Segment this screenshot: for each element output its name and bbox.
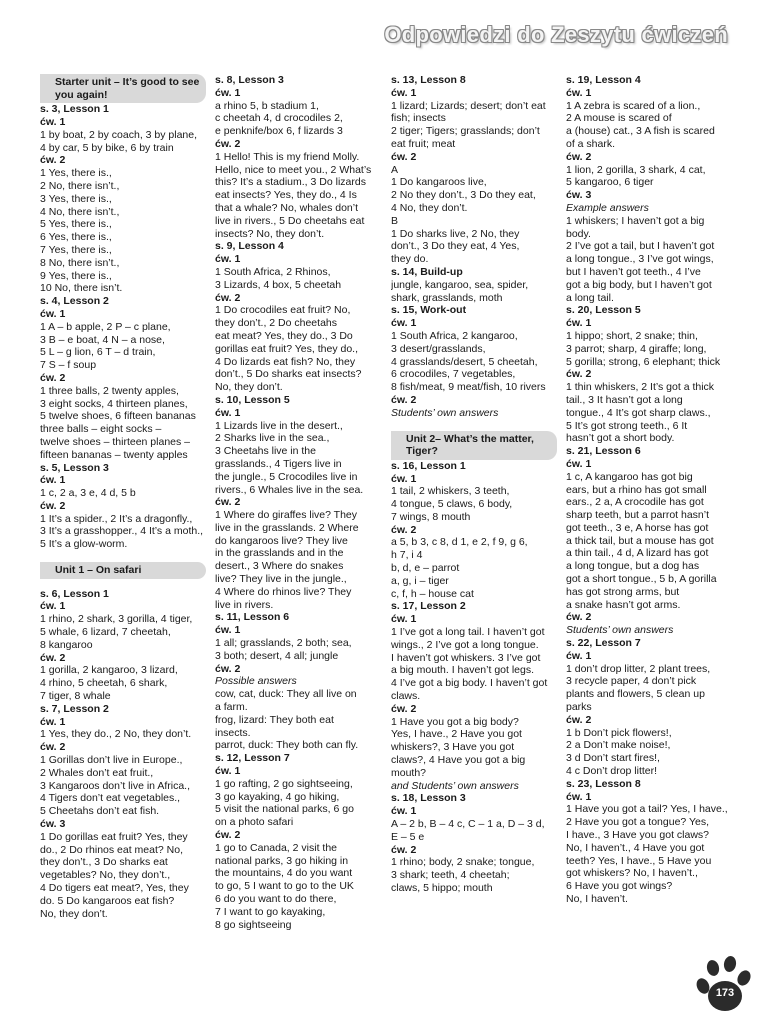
answer-line: 1 Do crocodiles eat fruit? No, bbox=[215, 304, 351, 317]
section-heading: ćw. 1 bbox=[40, 474, 66, 487]
answer-line: 1 three balls, 2 twenty apples, bbox=[40, 384, 179, 397]
unit-heading: Unit 2– What’s the matter, Tiger? bbox=[391, 431, 557, 460]
answer-line: on a photo safari bbox=[215, 816, 294, 829]
answer-line: live in the grasslands. 2 Where bbox=[215, 521, 359, 534]
answer-line: 1 Do sharks live, 2 No, they bbox=[391, 227, 520, 240]
answer-line: that a whale? No, whales don’t bbox=[215, 201, 359, 214]
answer-line: gorillas eat fruit? Yes, they do., bbox=[215, 342, 359, 355]
section-heading: ćw. 1 bbox=[391, 86, 417, 99]
section-heading: s. 9, Lesson 4 bbox=[215, 240, 284, 253]
section-heading: ćw. 1 bbox=[391, 317, 417, 330]
answer-line: 4 c Don’t drop litter! bbox=[566, 765, 658, 778]
answer-line: 1 Where do giraffes live? They bbox=[215, 509, 358, 522]
answer-line: 2 A mouse is scared of bbox=[566, 112, 672, 125]
answer-line: B bbox=[391, 214, 399, 227]
answer-line: 7 I want to go kayaking, bbox=[215, 905, 326, 918]
answer-line: 1 all; grasslands, 2 both; sea, bbox=[215, 637, 352, 650]
section-heading: s. 12, Lesson 7 bbox=[215, 752, 290, 765]
answer-line: 1 A – b apple, 2 P – c plane, bbox=[40, 320, 171, 333]
answer-line: frog, lizard: They both eat bbox=[215, 713, 334, 726]
answer-line: 1 rhino; body, 2 snake; tongue, bbox=[391, 856, 535, 869]
answer-line: 3 d Don’t start fires!, bbox=[566, 752, 660, 765]
answer-line: 1 Hello! This is my friend Molly. bbox=[215, 150, 360, 163]
answer-line: desert., 3 Where do snakes bbox=[215, 560, 344, 573]
answer-line: 1 c, 2 a, 3 e, 4 d, 5 b bbox=[40, 487, 136, 500]
answer-line: 2 Sharks live in the sea., bbox=[215, 432, 330, 445]
section-heading: ćw. 2 bbox=[566, 713, 592, 726]
answer-line: 1 by boat, 2 by coach, 3 by plane, bbox=[40, 128, 198, 141]
answer-line: they don’t., 3 Do sharks eat bbox=[40, 856, 168, 869]
answer-line: 4 Where do rhinos live? They bbox=[215, 585, 352, 598]
section-heading: s. 8, Lesson 3 bbox=[215, 74, 284, 86]
answer-line: parks bbox=[566, 701, 592, 714]
section-heading: s. 13, Lesson 8 bbox=[391, 74, 466, 86]
answer-line: 5 whale, 6 lizard, 7 cheetah, bbox=[40, 626, 171, 639]
answer-line: insects? No, they don’t. bbox=[215, 227, 325, 240]
answer-line: 1 Have you got a big body? bbox=[391, 715, 519, 728]
answer-line: national parks, 3 go hiking in bbox=[215, 854, 349, 867]
answer-line: plants and flowers, 5 clean up bbox=[566, 688, 705, 701]
answer-note: Students’ own answers bbox=[566, 624, 674, 637]
section-heading: ćw. 1 bbox=[215, 406, 241, 419]
answer-line: 1 c, A kangaroo has got big bbox=[566, 470, 693, 483]
section-heading: s. 21, Lesson 6 bbox=[566, 445, 641, 458]
answer-line: e penknife/box 6, f lizards 3 bbox=[215, 125, 343, 138]
answer-line: to go, 5 I want to go to the UK bbox=[215, 880, 354, 893]
answer-line: hasn’t got a short body. bbox=[566, 432, 675, 445]
answer-line: 4 grasslands/desert, 5 cheetah, bbox=[391, 355, 538, 368]
answer-line: live? They live in the jungle., bbox=[215, 573, 347, 586]
answer-line: 1 hippo; short, 2 snake; thin, bbox=[566, 329, 698, 342]
section-heading: ćw. 1 bbox=[215, 86, 241, 99]
section-heading: ćw. 2 bbox=[215, 662, 241, 675]
answer-line: I have., 3 Have you got claws? bbox=[566, 829, 709, 842]
section-heading: ćw. 2 bbox=[391, 523, 417, 536]
answer-line: a snake hasn’t got arms. bbox=[566, 598, 681, 611]
answer-line: 1 lion, 2 gorilla, 3 shark, 4 cat, bbox=[566, 163, 706, 176]
answer-line: c cheetah 4, d crocodiles 2, bbox=[215, 112, 343, 125]
answer-line: a big mouth. I haven’t got legs. bbox=[391, 664, 535, 677]
answer-line: Hello, nice to meet you., 2 What’s bbox=[215, 163, 372, 176]
answer-line: 1 Yes, there is., bbox=[40, 167, 112, 180]
answer-line: tail., 3 It hasn’t got a long bbox=[566, 393, 683, 406]
answer-line: rivers., 6 Whales live in the sea. bbox=[215, 483, 364, 496]
answer-line: live in rivers., 5 Do cheetahs eat bbox=[215, 214, 365, 227]
section-heading: ćw. 1 bbox=[566, 86, 592, 99]
section-heading: s. 4, Lesson 2 bbox=[40, 295, 109, 308]
section-heading: ćw. 2 bbox=[391, 150, 417, 163]
answer-line: eat meat? Yes, they do., 3 Do bbox=[215, 329, 353, 342]
section-heading: ćw. 2 bbox=[566, 150, 592, 163]
answer-line: whiskers?, 3 Have you got bbox=[391, 741, 515, 754]
answer-line: but I haven’t got teeth., 4 I’ve bbox=[566, 265, 701, 278]
answer-line: A – 2 b, B – 4 c, C – 1 a, D – 3 d, bbox=[391, 818, 545, 831]
answer-line: 1 South Africa, 2 Rhinos, bbox=[215, 265, 331, 278]
answer-column-4 bbox=[566, 74, 732, 906]
section-heading: ćw. 1 bbox=[391, 613, 417, 626]
answer-line: 1 Do kangaroos live, bbox=[391, 176, 487, 189]
answer-line: 2 No they don’t., 3 Do they eat, bbox=[391, 189, 536, 202]
section-heading: ćw. 1 bbox=[566, 457, 592, 470]
section-heading: s. 18, Lesson 3 bbox=[391, 792, 466, 805]
answer-column-1 bbox=[40, 74, 206, 920]
section-heading: ćw. 2 bbox=[40, 154, 66, 167]
section-heading: ćw. 3 bbox=[40, 818, 66, 831]
answer-line: got a short tongue., 5 b, A gorilla bbox=[566, 573, 717, 586]
answer-line: teeth? Yes, I have., 5 Have you bbox=[566, 854, 712, 867]
section-heading: ćw. 2 bbox=[391, 843, 417, 856]
answer-line: 4 No, there isn’t., bbox=[40, 205, 120, 218]
section-heading: ćw. 1 bbox=[566, 317, 592, 330]
answer-line: 1 lizard; Lizards; desert; don’t eat bbox=[391, 99, 546, 112]
answer-line: 1 tail, 2 whiskers, 3 teeth, bbox=[391, 485, 510, 498]
answer-line: 5 kangaroo, 6 tiger bbox=[566, 176, 654, 189]
answer-line: a (house) cat., 3 A fish is scared bbox=[566, 125, 715, 138]
section-heading: ćw. 2 bbox=[391, 702, 417, 715]
answer-line: 4 Do tigers eat meat?, Yes, they bbox=[40, 882, 189, 894]
answer-line: a thin tail., 4 d, A lizard has got bbox=[566, 547, 709, 560]
answer-line: 2 a Don’t make noise!, bbox=[566, 739, 671, 752]
answer-line: 1 rhino, 2 shark, 3 gorilla, 4 tiger, bbox=[40, 613, 193, 626]
answer-line: 5 Yes, there is., bbox=[40, 218, 112, 231]
answer-line: they do. bbox=[391, 253, 429, 266]
answer-line: claws. bbox=[391, 690, 421, 703]
answer-line: fifteen bananas – twenty apples bbox=[40, 448, 188, 461]
answer-line: claws, 5 hippo; mouth bbox=[391, 882, 493, 894]
answer-line: E – 5 e bbox=[391, 830, 425, 843]
answer-line: 9 Yes, there is., bbox=[40, 269, 112, 282]
answer-line: body. bbox=[566, 227, 591, 240]
answer-line: 1 go to Canada, 2 visit the bbox=[215, 841, 337, 854]
answer-line: a 5, b 3, c 8, d 1, e 2, f 9, g 6, bbox=[391, 536, 528, 549]
section-heading: ćw. 1 bbox=[215, 765, 241, 778]
answer-line: a thick tail, but a mouse has got bbox=[566, 534, 714, 547]
section-heading: s. 11, Lesson 6 bbox=[215, 611, 290, 624]
section-heading: s. 20, Lesson 5 bbox=[566, 304, 641, 317]
answer-line: 3 shark; teeth, 4 cheetah; bbox=[391, 869, 510, 882]
answer-line: 10 No, there isn’t. bbox=[40, 282, 123, 295]
answer-line: don’t., 5 Do sharks eat insects? bbox=[215, 368, 362, 381]
section-heading: ćw. 1 bbox=[566, 649, 592, 662]
answer-line: 3 desert/grasslands, bbox=[391, 342, 486, 355]
answer-line: 1 Gorillas don’t live in Europe., bbox=[40, 754, 183, 767]
answer-line: the jungle., 5 Crocodiles live in bbox=[215, 470, 358, 483]
answer-line: 3 Yes, there is., bbox=[40, 192, 112, 205]
answer-line: 1 I’ve got a long tail. I haven’t got bbox=[391, 626, 545, 639]
answer-line: 1 go rafting, 2 go sightseeing, bbox=[215, 777, 353, 790]
section-heading: ćw. 2 bbox=[40, 741, 66, 754]
answer-line: 4 No, they don’t. bbox=[391, 201, 468, 214]
answer-line: a, g, i – tiger bbox=[391, 574, 449, 587]
answer-line: 1 thin whiskers, 2 It’s got a thick bbox=[566, 381, 715, 394]
answer-line: 1 don’t drop litter, 2 plant trees, bbox=[566, 662, 711, 675]
answer-line: 3 It’s a grasshopper., 4 It’s a moth., bbox=[40, 525, 204, 538]
answer-line: three balls – eight socks – bbox=[40, 423, 162, 436]
answer-line: Yes, I have., 2 Have you got bbox=[391, 728, 522, 741]
answer-note: Possible answers bbox=[215, 675, 297, 688]
answer-line: mouth? bbox=[391, 766, 427, 779]
section-heading: ćw. 2 bbox=[215, 291, 241, 304]
answer-line: 1 whiskers; I haven’t got a big bbox=[566, 214, 705, 227]
page-number: 173 bbox=[715, 987, 735, 999]
answer-line: No, I haven’t., 4 Have you got bbox=[566, 841, 705, 854]
answer-line: 2 I’ve got a tail, but I haven’t got bbox=[566, 240, 715, 253]
answer-line: the mountains, 4 do you want bbox=[215, 867, 353, 880]
answer-line: got a big body, but I haven’t got bbox=[566, 278, 712, 291]
answer-line: eat insects? Yes, they do., 4 Is bbox=[215, 189, 357, 202]
answer-note: Students’ own answers bbox=[391, 406, 499, 419]
answer-line: 3 B – e boat, 4 N – a nose, bbox=[40, 333, 165, 346]
answer-line: No, I haven’t. bbox=[566, 893, 628, 905]
answer-line: of a shark. bbox=[566, 137, 616, 150]
section-heading: ćw. 2 bbox=[566, 368, 592, 381]
answer-line: 4 rhino, 5 cheetah, 6 shark, bbox=[40, 677, 168, 690]
answer-line: twelve shoes – thirteen planes – bbox=[40, 435, 191, 448]
answer-line: sharp teeth, but a parrot hasn’t bbox=[566, 509, 710, 522]
answer-line: 2 tiger; Tigers; grasslands; don’t bbox=[391, 125, 540, 138]
section-heading: ćw. 1 bbox=[566, 790, 592, 803]
paw-print-icon bbox=[694, 956, 754, 1016]
section-heading: s. 15, Work-out bbox=[391, 304, 467, 317]
answer-line: a rhino 5, b stadium 1, bbox=[215, 99, 319, 112]
section-heading: ćw. 2 bbox=[215, 137, 241, 150]
answer-line: a farm. bbox=[215, 701, 248, 714]
section-heading: ćw. 1 bbox=[40, 115, 66, 128]
answer-line: insects. bbox=[215, 726, 251, 739]
answer-line: 4 Do lizards eat fish? No, they bbox=[215, 355, 356, 368]
answer-line: 5 gorilla; strong, 6 elephant; thick bbox=[566, 355, 721, 368]
answer-line: got teeth., 3 e, A horse has got bbox=[566, 521, 709, 534]
answer-line: 2 Have you got a tongue? Yes, bbox=[566, 816, 710, 829]
answer-line: 4 I’ve got a big body. I haven’t got bbox=[391, 677, 548, 690]
answer-line: 3 Cheetahs live in the bbox=[215, 445, 316, 458]
answer-column-3 bbox=[391, 74, 557, 895]
answer-line: a long tail. bbox=[566, 291, 614, 304]
section-heading: ćw. 1 bbox=[391, 472, 417, 485]
answer-line: No, they don’t. bbox=[40, 907, 108, 920]
answer-line: 3 Kangaroos don’t live in Africa., bbox=[40, 779, 191, 792]
answer-line: 1 Do gorillas eat fruit? Yes, they bbox=[40, 830, 188, 843]
answer-line: 7 S – f soup bbox=[40, 359, 97, 372]
section-heading: s. 23, Lesson 8 bbox=[566, 777, 641, 790]
answer-line: No, they don’t. bbox=[215, 381, 283, 394]
answer-line: 3 go kayaking, 4 go hiking, bbox=[215, 790, 340, 803]
answer-line: live in rivers. bbox=[215, 598, 274, 611]
answer-line: in the grasslands and in the bbox=[215, 547, 344, 560]
answer-line: 4 by car, 5 by bike, 6 by train bbox=[40, 141, 174, 154]
section-heading: ćw. 2 bbox=[215, 829, 241, 842]
answer-line: 1 gorilla, 2 kangaroo, 3 lizard, bbox=[40, 664, 178, 677]
answer-line: jungle, kangaroo, sea, spider, bbox=[391, 278, 529, 291]
answer-line: 1 Lizards live in the desert., bbox=[215, 419, 343, 432]
unit-heading: Starter unit – It’s good to see you again! bbox=[40, 74, 206, 103]
answer-line: 3 recycle paper, 4 don’t pick bbox=[566, 675, 697, 688]
answer-line: 5 It’s got strong teeth., 6 It bbox=[566, 419, 688, 432]
section-heading: ćw. 1 bbox=[391, 805, 417, 818]
section-heading: ćw. 1 bbox=[40, 600, 66, 613]
answer-line: 6 Have you got wings? bbox=[566, 880, 673, 893]
answer-line: 2 No, there isn’t., bbox=[40, 179, 120, 192]
answer-line: 8 fish/meat, 9 meat/fish, 10 rivers bbox=[391, 381, 546, 394]
section-heading: s. 17, Lesson 2 bbox=[391, 600, 466, 613]
answer-line: 1 b Don’t pick flowers!, bbox=[566, 726, 672, 739]
answer-column-2 bbox=[215, 74, 381, 931]
section-heading: ćw. 2 bbox=[40, 371, 66, 384]
answer-line: 7 wings, 8 mouth bbox=[391, 510, 471, 523]
section-heading: ćw. 2 bbox=[40, 651, 66, 664]
answer-line: 5 twelve shoes, 6 fifteen bananas bbox=[40, 410, 196, 423]
answer-line: 7 Yes, there is., bbox=[40, 243, 112, 256]
answer-line: eat fruit; meat bbox=[391, 137, 456, 150]
answer-line: wings., 2 I’ve got a long tongue. bbox=[391, 638, 539, 651]
answer-line: 8 go sightseeing bbox=[215, 918, 292, 931]
answer-line: a long tongue., 3 I’ve got wings, bbox=[566, 253, 714, 266]
answer-line: 3 Lizards, 4 box, 5 cheetah bbox=[215, 278, 342, 291]
answer-line: 1 Have you got a tail? Yes, I have., bbox=[566, 803, 728, 816]
answer-line: do., 2 Do rhinos eat meat? No, bbox=[40, 843, 183, 856]
answer-line: ears, but a rhino has got small bbox=[566, 483, 707, 496]
answer-line: 5 Cheetahs don’t eat fish. bbox=[40, 805, 160, 818]
section-heading: ćw. 2 bbox=[566, 611, 592, 624]
answer-note: Example answers bbox=[566, 201, 649, 214]
section-heading: s. 14, Build-up bbox=[391, 265, 463, 278]
answer-line: ears., 2 a, A crocodile has got bbox=[566, 496, 704, 509]
section-heading: ćw. 2 bbox=[40, 499, 66, 512]
section-heading: s. 19, Lesson 4 bbox=[566, 74, 641, 86]
answer-line: do. 5 Do kangaroos eat fish? bbox=[40, 894, 175, 907]
answer-line: A bbox=[391, 163, 399, 176]
section-heading: s. 10, Lesson 5 bbox=[215, 393, 290, 406]
answer-line: claws?, 4 Have you got a big bbox=[391, 754, 526, 767]
answer-line: cow, cat, duck: They all live on bbox=[215, 688, 357, 701]
answer-line: tongue., 4 It’s got sharp claws., bbox=[566, 406, 711, 419]
answer-line: fish; insects bbox=[391, 112, 446, 125]
answer-line: 1 It’s a spider., 2 It’s a dragonfly., bbox=[40, 512, 193, 525]
answer-line: don’t., 3 Do they eat, 4 Yes, bbox=[391, 240, 520, 253]
answer-line: 2 Whales don’t eat fruit., bbox=[40, 766, 154, 779]
section-heading: s. 3, Lesson 1 bbox=[40, 103, 109, 116]
section-heading: ćw. 1 bbox=[215, 253, 241, 266]
section-heading: s. 5, Lesson 3 bbox=[40, 461, 109, 474]
answer-line: got whiskers? No, I haven’t., bbox=[566, 867, 698, 880]
answer-line: this? It’s a stadium., 3 Do lizards bbox=[215, 176, 366, 189]
section-heading: ćw. 1 bbox=[40, 307, 66, 320]
answer-line: parrot, duck: They both can fly. bbox=[215, 739, 359, 752]
answer-line: grasslands., 4 Tigers live in bbox=[215, 457, 342, 470]
answer-line: 4 tongue, 5 claws, 6 body, bbox=[391, 498, 513, 511]
section-heading: ćw. 1 bbox=[40, 715, 66, 728]
answer-line: b, d, e – parrot bbox=[391, 562, 460, 575]
answer-line: 3 parrot; sharp, 4 giraffe; long, bbox=[566, 342, 707, 355]
answer-line: 6 crocodiles, 7 vegetables, bbox=[391, 368, 516, 381]
answer-line: 6 Yes, there is., bbox=[40, 231, 112, 244]
section-heading: ćw. 3 bbox=[566, 189, 592, 202]
answer-line: they don’t., 2 Do cheetahs bbox=[215, 317, 337, 330]
answer-line: 8 No, there isn’t., bbox=[40, 256, 120, 269]
answer-line: 3 eight socks, 4 thirteen planes, bbox=[40, 397, 188, 410]
answer-note: and Students’ own answers bbox=[391, 779, 519, 792]
unit-heading: Unit 1 – On safari bbox=[40, 562, 206, 579]
answer-line: I haven’t got whiskers. 3 I’ve got bbox=[391, 651, 541, 664]
answer-line: has got strong arms, but bbox=[566, 585, 680, 598]
answer-line: do kangaroos live? They live bbox=[215, 534, 348, 547]
answer-line: 1 South Africa, 2 kangaroo, bbox=[391, 329, 518, 342]
answer-line: 5 visit the national parks, 6 go bbox=[215, 803, 354, 816]
section-heading: ćw. 2 bbox=[215, 496, 241, 509]
section-heading: ćw. 1 bbox=[215, 624, 241, 637]
answer-line: h 7, i 4 bbox=[391, 549, 423, 562]
answer-line: a long tongue, but a dog has bbox=[566, 560, 700, 573]
answer-line: vegetables? No, they don’t., bbox=[40, 869, 171, 882]
answer-line: 5 L – g lion, 6 T – d train, bbox=[40, 346, 156, 359]
section-heading: s. 16, Lesson 1 bbox=[391, 459, 466, 472]
answer-line: 7 tiger, 8 whale bbox=[40, 690, 111, 703]
answer-line: 6 do you want to do there, bbox=[215, 893, 337, 905]
section-heading: s. 7, Lesson 2 bbox=[40, 702, 109, 715]
answer-line: 3 both; desert, 4 all; jungle bbox=[215, 649, 339, 662]
answer-line: shark, grasslands, moth bbox=[391, 291, 503, 304]
answer-line: c, f, h – house cat bbox=[391, 587, 474, 600]
answer-line: 8 kangaroo bbox=[40, 638, 93, 651]
answer-line: 1 A zebra is scared of a lion., bbox=[566, 99, 701, 112]
answer-line: 4 Tigers don’t eat vegetables., bbox=[40, 792, 181, 805]
answer-line: 5 It’s a glow-worm. bbox=[40, 538, 128, 551]
page-title: Odpowiedzi do Zeszytu ćwiczeń bbox=[384, 22, 728, 47]
section-heading: s. 6, Lesson 1 bbox=[40, 587, 109, 600]
section-heading: ćw. 2 bbox=[391, 393, 417, 406]
section-heading: s. 22, Lesson 7 bbox=[566, 637, 641, 650]
answer-line: 1 Yes, they do., 2 No, they don’t. bbox=[40, 728, 192, 741]
